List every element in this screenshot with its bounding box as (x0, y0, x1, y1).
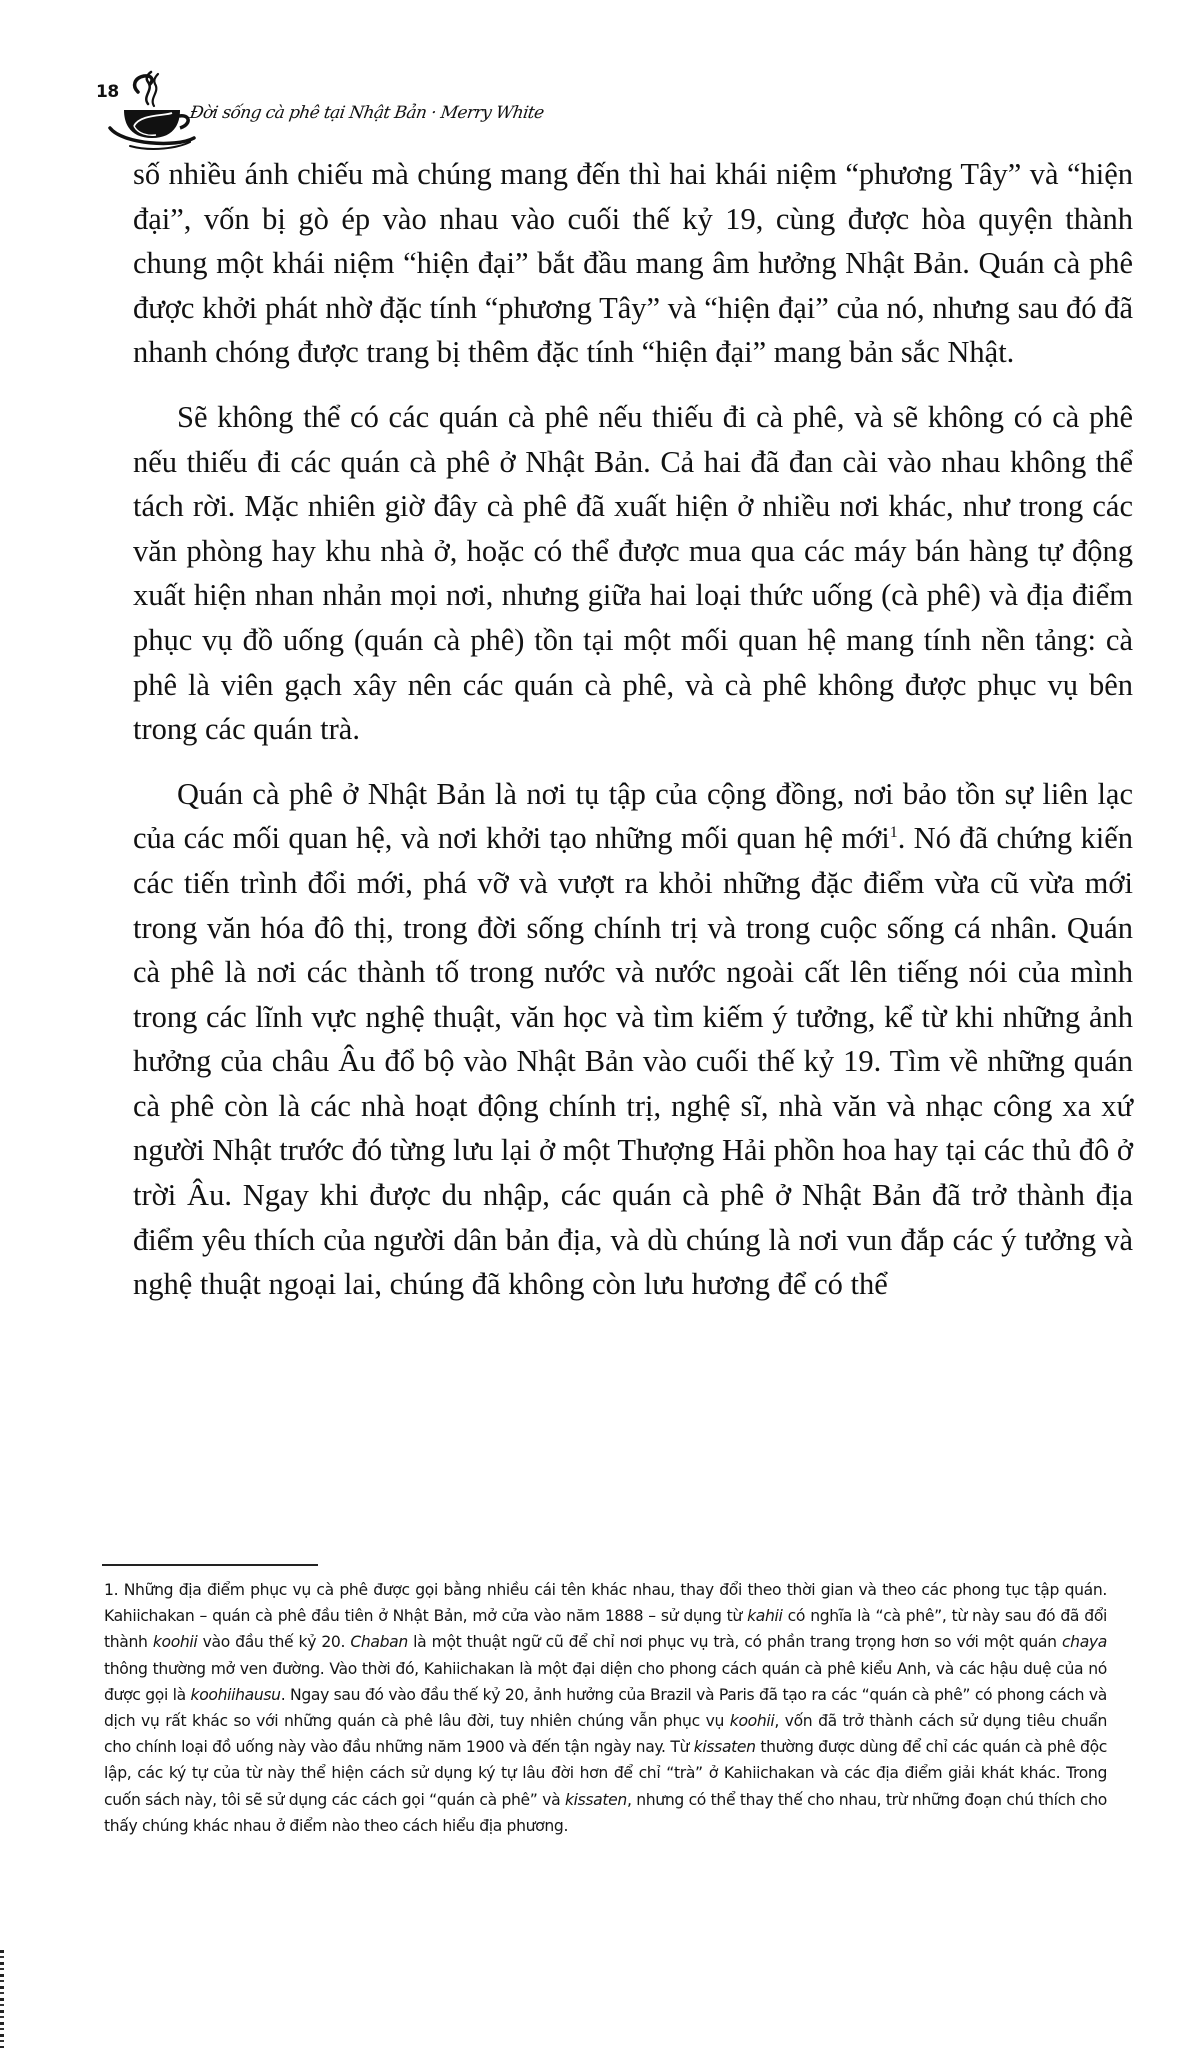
footnote-run: thường được dùng để chỉ các quán cà phê độc lập, các ký tự của từ này thể hiện cách sử dụng ký tự lâu đời hơn để chỉ “trà” ở Kahiichakan và các địa điểm giải khát khác. Trong cuốn sách này, tôi sẽ sử dụng các cách gọi “quán cà phê” và (104, 1738, 1107, 1809)
footnote-run: , vốn đã trở thành cách sử dụng tiêu chuẩn cho chính loại đồ uống này vào đầu những năm 1900 và đến tận ngày nay. Từ (104, 1712, 1107, 1757)
footnote-run: Những địa điểm phục vụ cà phê được gọi bằng nhiều cái tên khác nhau, thay đổi theo thời gian và theo các phong tục tập quán. Kahiichakan – quán cà phê đầu tiên ở Nhật Bản, mở cửa vào năm 1888 – sử dụng từ (104, 1581, 1107, 1626)
footnote-term: koohii (729, 1712, 775, 1731)
footnote-term: koohii (152, 1633, 198, 1652)
footnote-run: , nhưng có thể thay thế cho nhau, trừ những đoạn chú thích cho thấy chúng khác nhau ở điểm nào theo cách hiểu địa phương. (104, 1790, 1107, 1835)
body-text (133, 152, 1133, 1327)
footnote-text (104, 1581, 1107, 1835)
footnote-run: vào đầu thế kỷ 20. (197, 1633, 351, 1652)
paragraph-text: Quán cà phê ở Nhật Bản là nơi tụ tập của cộng đồng, nơi bảo tồn sự liên lạc của các mối quan hệ, và nơi khởi tạo những mối quan hệ mới (133, 776, 1133, 856)
footnote-term: kahii (747, 1607, 783, 1626)
footnote-run: . Ngay sau đó vào đầu thế kỷ 20, ảnh hưởng của Brazil và Paris đã tạo ra các “quán cà phê” có phong cách và dịch vụ rất khác so với những quán cà phê lâu đời, tuy nhiên chúng vẫn phục vụ (104, 1685, 1107, 1731)
footnote-term: Chaban (350, 1633, 408, 1652)
scan-edge-artifact (0, 1950, 4, 2048)
footnote-number: 1. (104, 1581, 119, 1599)
paragraph (133, 152, 1133, 375)
paragraph (133, 395, 1133, 752)
footnotes (104, 1577, 1107, 1839)
footnote-run: có nghĩa là “cà phê”, từ này sau đó đã đổi thành (104, 1607, 1107, 1652)
paragraph-text: . Nó đã chứng kiến các tiến trình đổi mới, phá vỡ và vượt ra khỏi những đặc điểm vừa cũ vừa mới trong văn hóa đô thị, trong đời sống chính trị và trong cuộc sống cá nhân. Quán cà phê là nơi các thành tố trong nước và nước ngoài cất lên tiếng nói của mình trong các lĩnh vực nghệ thuật, văn học và tìm kiếm ý tưởng, kể từ khi những ảnh hưởng của châu Âu đổ bộ vào Nhật Bản vào cuối thế kỷ 19. Tìm về những quán cà phê còn là các nhà hoạt động chính trị, nghệ sĩ, nhà văn và nhạc công xa xứ người Nhật trước đó từng lưu lại ở một Thượng Hải phồn hoa hay tại các thủ đô ở trời Âu. Ngay khi được du nhập, các quán cà phê ở Nhật Bản đã trở thành địa điểm yêu thích của người dân bản địa, và dù chúng là nơi vun đắp các ý tưởng và nghệ thuật ngoại lai, chúng đã không còn lưu hương để có thể (133, 821, 1133, 1302)
paragraph (133, 772, 1133, 1307)
footnote-run: thông thường mở ven đường. Vào thời đó, Kahiichakan là một đại diện cho phong cách quán cà phê kiểu Anh, và các hậu duệ của nó được gọi là (104, 1659, 1107, 1704)
paragraph-text: Sẽ không thể có các quán cà phê nếu thiếu đi cà phê, và sẽ không có cà phê nếu thiếu đi các quán cà phê ở Nhật Bản. Cả hai đã đan cài vào nhau không thể tách rời. Mặc nhiên giờ đây cà phê đã xuất hiện ở nhiều nơi khác, như trong các văn phòng hay khu nhà ở, hoặc có thể được mua qua các máy bán hàng tự động xuất hiện nhan nhản mọi nơi, nhưng giữa hai loại thức uống (cà phê) và địa điểm phục vụ đồ uống (quán cà phê) tồn tại một mối quan hệ mang tính nền tảng: cà phê là viên gạch xây nên các quán cà phê, và cà phê không được phục vụ bên trong các quán trà. (133, 399, 1133, 747)
footnote-term: chaya (1061, 1633, 1107, 1652)
page-number: 18 (96, 82, 119, 102)
footnote-marker[interactable]: 1 (889, 824, 898, 842)
footnote-term: koohiihausu (190, 1685, 281, 1704)
paragraph-text: số nhiều ánh chiếu mà chúng mang đến thì hai khái niệm “phương Tây” và “hiện đại”, vốn bị gò ép vào nhau vào cuối thế kỷ 19, cùng được hòa quyện thành chung một khái niệm “hiện đại” bắt đầu mang âm hưởng Nhật Bản. Quán cà phê được khởi phát nhờ đặc tính “phương Tây” và “hiện đại” của nó, nhưng sau đó đã nhanh chóng được trang bị thêm đặc tính “hiện đại” mang bản sắc Nhật. (133, 157, 1133, 370)
footnote-run: là một thuật ngữ cũ để chỉ nơi phục vụ trà, có phần trang trọng hơn so với một quán (407, 1633, 1062, 1652)
running-title: Đời sống cà phê tại Nhật Bản · Merry White (188, 103, 545, 123)
footnote-1 (104, 1577, 1107, 1839)
footnote-separator (102, 1564, 318, 1566)
coffee-cup-icon (94, 66, 204, 151)
footnote-term: kissaten (564, 1790, 627, 1809)
footnote-term: kissaten (693, 1738, 756, 1757)
running-header (82, 66, 682, 146)
